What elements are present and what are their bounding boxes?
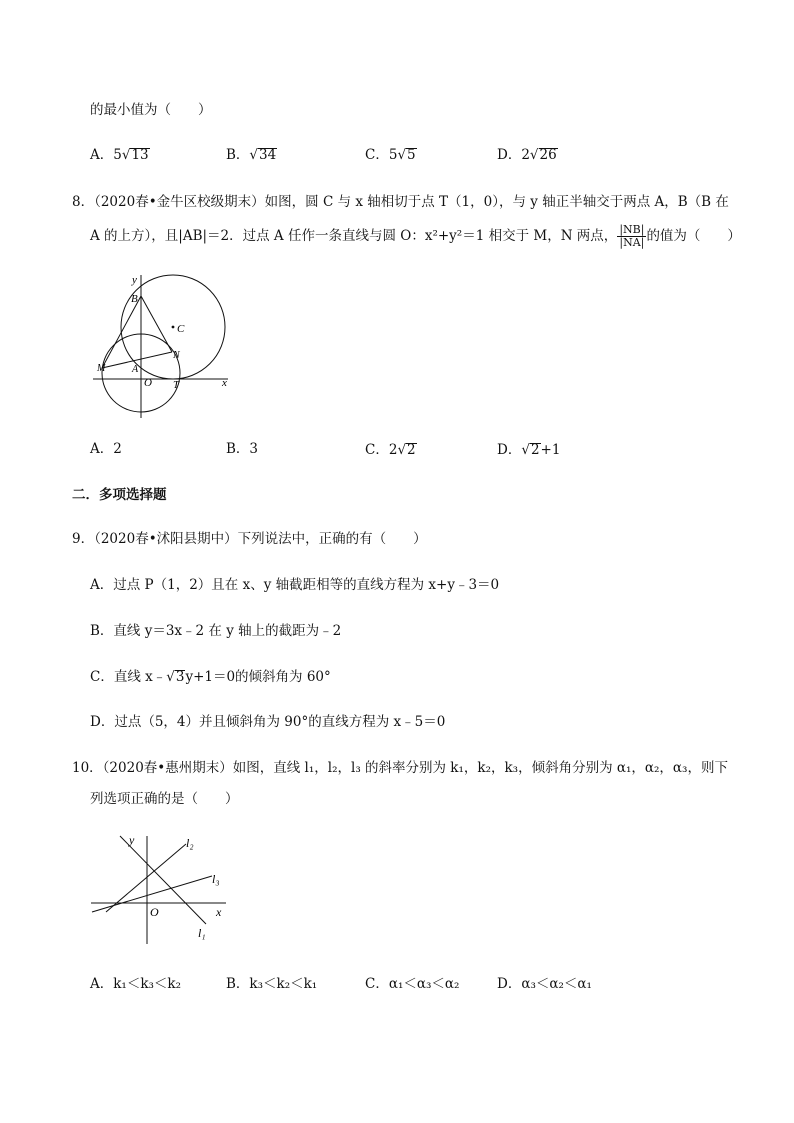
q7-stem-tail: 的最小值为（ ） [90,102,212,118]
fig8-label-a: A [132,364,139,375]
q8-option-a: A．2 [90,441,122,457]
q7-option-c: C．5√5 [365,147,416,163]
q9-stem: 9．（2020春•沭阳县期中）下列说法中，正确的有（ ） [72,531,427,547]
q8-stem-line2: A 的上方），且|AB|＝2．过点 A 任作一条直线与圆 O：x²+y²＝1 相交于 M，N 两点， $\frac{|NB|}{|NA|}$ 的值为（ ） [90,223,741,250]
q8-stem-line1: 8．（2020春•金牛区校级期末）如图，圆 C 与 x 轴相切于点 T（1，0），与 y 轴正半轴交于两点 A，B（B 在 [72,194,729,210]
q10-figure [88,826,238,948]
fig8-label-y: y [132,274,137,286]
section-heading-multiple-choice: 二．多项选择题 [72,487,167,503]
fig8-label-x: x [222,377,227,389]
fig10-label-l1: l₁ [198,926,206,940]
q8-option-b: B．3 [226,441,259,457]
q8-figure [88,270,238,420]
q10-option-b: B．k₃＜k₂＜k₁ [226,976,318,992]
fig10-label-l2: l₂ [186,836,194,850]
q10-stem-line1: 10．（2020春•惠州期末）如图，直线 l₁，l₂，l₃ 的斜率分别为 k₁，k₂，k₃，倾斜角分别为 α₁，α₂，α₃，则下 [72,760,728,776]
fig8-label-t: T [173,379,180,391]
fig8-label-o: O [144,377,152,389]
q8-option-d: D．√2+1 [497,442,561,458]
q10-option-d: D．α₃＜α₂＜α₁ [497,976,592,992]
fig8-label-b: B [131,293,138,305]
fig10-label-x: x [216,905,222,919]
q9-option-d: D．过点（5，4）并且倾斜角为 90°的直线方程为 x﹣5＝0 [90,714,446,730]
fig8-label-n: N [173,350,180,361]
q9-option-b: B．直线 y＝3x﹣2 在 y 轴上的截距为﹣2 [90,623,342,639]
q8-option-c: C．2√2 [365,442,416,458]
q7-option-d: D．2√26 [497,147,557,163]
fig10-label-l3: l₃ [212,872,220,886]
fig8-label-m: M [97,363,106,374]
q9-option-a: A．过点 P（1，2）且在 x、y 轴截距相等的直线方程为 x+y﹣3＝0 [90,577,500,593]
q7-options [0,148,794,168]
fig10-label-y: y [129,833,135,847]
q10-option-c: C．α₁＜α₃＜α₂ [365,976,460,992]
q8-fraction: $\frac{|NB|}{|NA|}$ [619,223,645,250]
q10-stem-line2: 列选项正确的是（ ） [90,791,239,807]
q7-option-a: A．5√13 [90,147,149,163]
fig8-label-c: C [177,323,185,335]
q7-option-b: B．√34 [226,147,277,163]
q10-option-a: A．k₁＜k₃＜k₂ [90,976,182,992]
q8-options [0,443,794,463]
q9-option-c: C．直线 x﹣√3y+1＝0的倾斜角为 60° [90,669,331,685]
fig10-label-o: O [150,905,159,919]
q10-options [0,978,794,998]
